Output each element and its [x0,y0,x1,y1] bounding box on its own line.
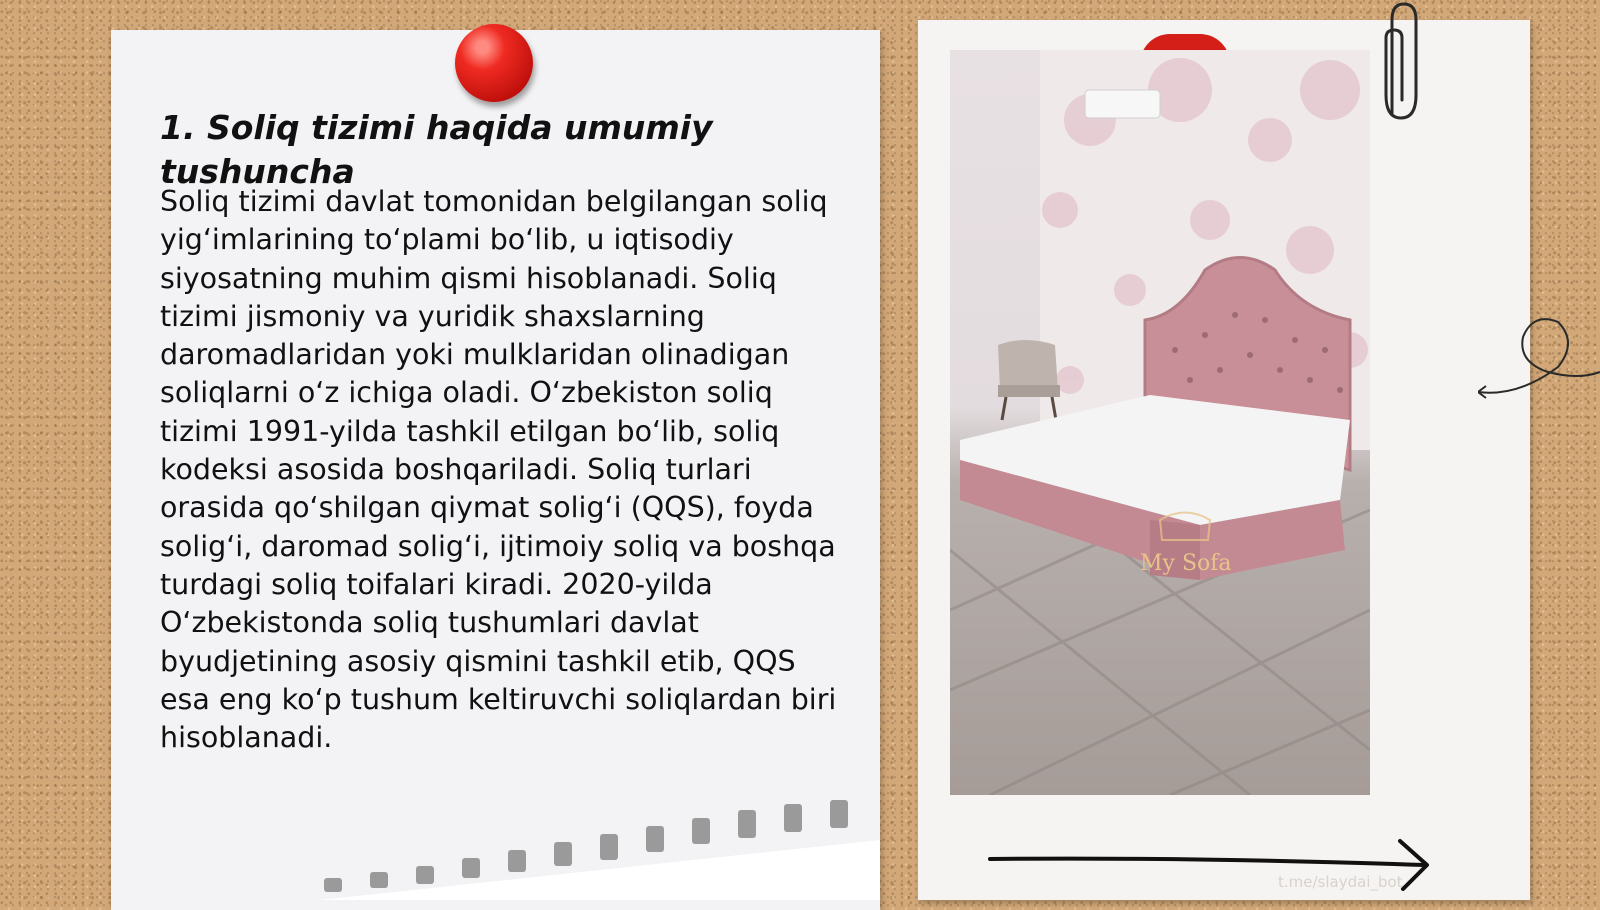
paperclip-icon [1378,0,1420,130]
slide-body-text: Soliq tizimi davlat tomonidan belgilangan soliq yig‘imlarining to‘plami bo‘lib, u iqtisodiy siyosatning muhim qismi hisoblanadi. Soliq tizimi jismoniy va yuridik shaxslarning daromadlaridan yoki mulklaridan olinadigan soliqlarni o‘z ichiga oladi. O‘zbekiston soliq tizimi 1991-yilda tashkil etilgan bo‘lib, soliq kodeksi asosida boshqariladi. Soliq turlari orasida qo‘shilgan qiymat solig‘i (QQS), foyda solig‘i, daromad solig‘i, ijtimoiy soliq va boshqa turdagi soliq toifalari kiradi. 2020-yilda O‘zbekistonda soliq tushumlari davlat byudjetining asosiy qismini tashkil etib, QQS esa eng ko‘p tushum keltiruvchi soliqlardan biri hisoblanadi. [160,185,837,755]
slide-title: 1. Soliq tizimi haqida umumiy tushuncha [160,108,713,191]
scribble-icon [1478,312,1600,407]
watermark-text: My Sofa [1140,551,1232,576]
credit-text: t.me/slaydai_bot [1278,873,1403,891]
bedroom-photo [950,50,1370,795]
pushpin-icon [455,24,533,102]
torn-spiral-edge [320,800,880,900]
